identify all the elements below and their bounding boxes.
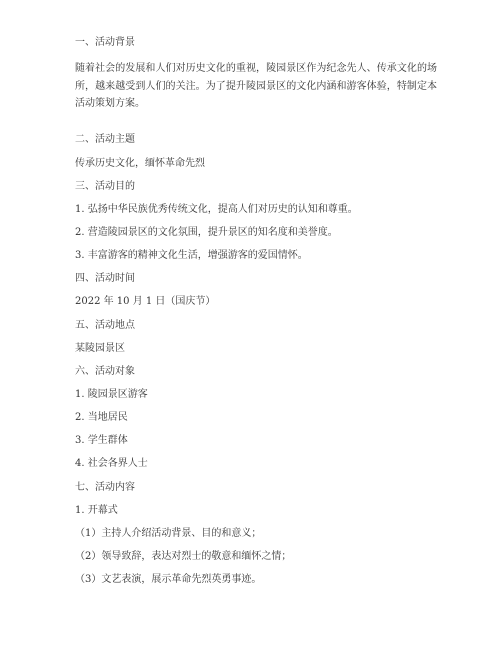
content-subitem: （2）领导致辞，表达对烈士的敬意和缅怀之情；: [75, 551, 292, 562]
background-paragraph: 随着社会的发展和人们对历史文化的重视，陵园景区作为纪念先人、传承文化的场所，越来越受到人们的关注。为了提升陵园景区的文化内涵和游客体验，特制定本活动策划方案。: [75, 63, 437, 109]
purpose-item: 1. 弘扬中华民族优秀传统文化，提高人们对历史的认知和尊重。: [75, 204, 358, 215]
section-heading-purpose: 三、活动目的: [75, 181, 135, 192]
section-heading-theme: 二、活动主题: [75, 134, 135, 145]
purpose-item: 3. 丰富游客的精神文化生活，增强游客的爱国情怀。: [75, 250, 308, 261]
section-heading-background: 一、活动背景: [75, 37, 135, 48]
location-text: 某陵园景区: [75, 343, 125, 354]
content-subitem: （3）文艺表演，展示革命先烈英勇事迹。: [75, 574, 262, 585]
section-heading-location: 五、活动地点: [75, 320, 135, 331]
audience-item: 1. 陵园景区游客: [75, 389, 148, 400]
section-heading-time: 四、活动时间: [75, 273, 135, 284]
section-heading-audience: 六、活动对象: [75, 366, 135, 377]
audience-item: 2. 当地居民: [75, 412, 128, 423]
audience-item: 3. 学生群体: [75, 435, 128, 446]
time-text: 2022 年 10 月 1 日（国庆节）: [75, 296, 216, 307]
content-subitem: （1）主持人介绍活动背景、目的和意义；: [75, 528, 262, 539]
theme-text: 传承历史文化，缅怀革命先烈: [75, 158, 205, 169]
content-item: 1. 开幕式: [75, 505, 118, 516]
audience-item: 4. 社会各界人士: [75, 458, 148, 469]
purpose-item: 2. 营造陵园景区的文化氛围，提升景区的知名度和美誉度。: [75, 227, 338, 238]
section-heading-content: 七、活动内容: [75, 482, 135, 493]
